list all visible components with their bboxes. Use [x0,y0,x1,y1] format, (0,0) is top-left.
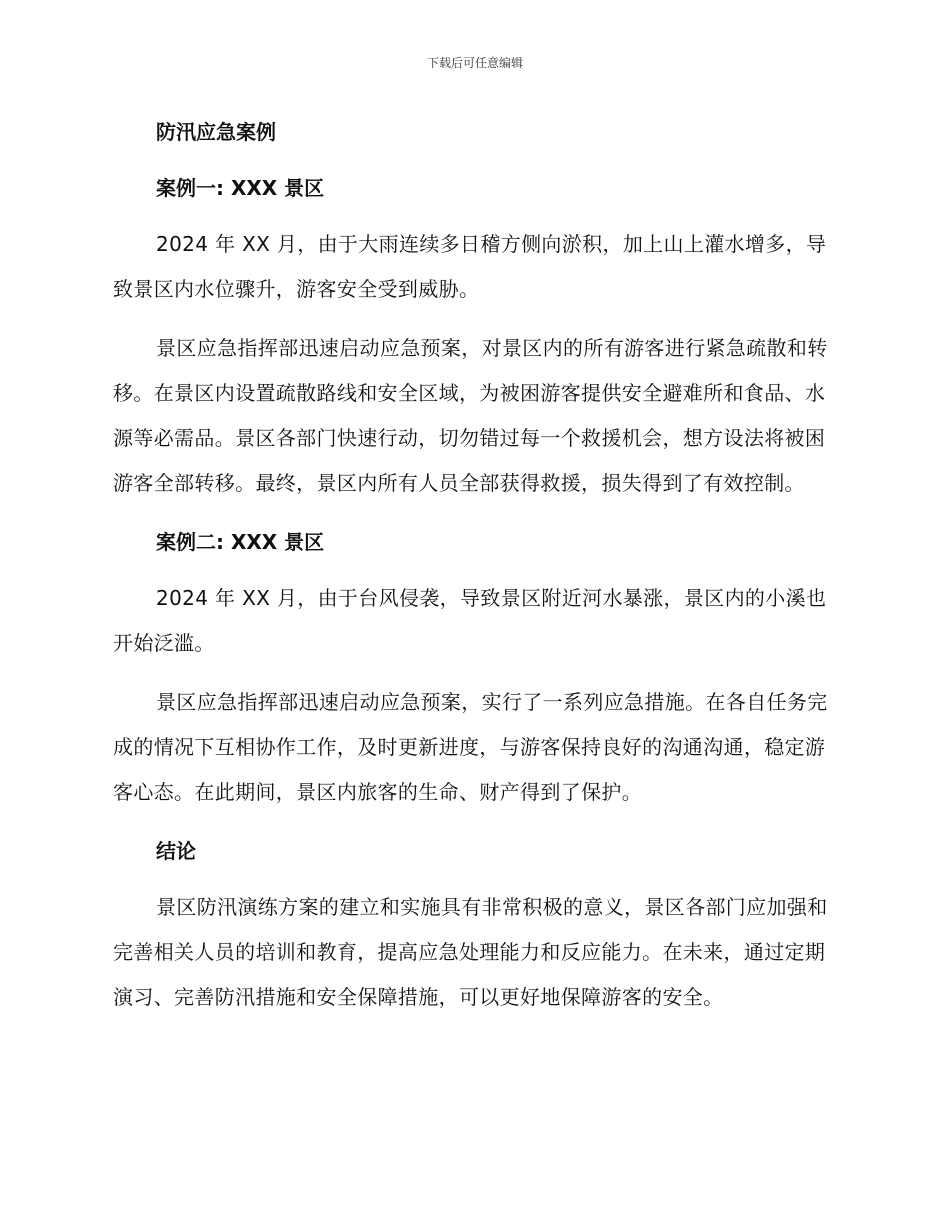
header-note: 下载后可任意编辑 [426,56,523,70]
spacer [113,312,833,326]
conclusion-heading: 结论 [156,839,196,863]
conclusion-paragraph: 景区防汛演练方案的建立和实施具有非常积极的意义，景区各部门应加强和完善相关人员的培训和教育，提高应急处理能力和反应能力。在未来，通过定期演习、完善防汛措施和安全保障措施，可以更好地保障游客的安全。 [113,895,828,1009]
document-title: 防汛应急案例 [156,120,276,144]
case1-paragraph-2: 景区应急指挥部迅速启动应急预案，对景区内的所有游客进行紧急疏散和转移。在景区内设置疏散路线和安全区域，为被困游客提供安全避难所和食品、水源等必需品。景区各部门快速行动，切勿错过每一个救援机会，想方设法将被困游客全部转移。最终，景区内所有人员全部获得救援，损失得到了有效控制。 [113,336,828,495]
spacer [113,873,833,885]
document-body [113,110,833,1020]
case1-heading: 案例一: XXX 景区 [156,176,325,200]
case2-heading: 案例二: XXX 景区 [156,530,325,554]
spacer [113,506,833,520]
case2-paragraph-2: 景区应急指挥部迅速启动应急预案，实行了一系列应急措施。在各自任务完成的情况下互相协作工作，及时更新进度，与游客保持良好的沟通沟通，稳定游客心态。在此期间，景区内旅客的生命、财产得到了保护。 [113,690,828,804]
case1-paragraph-1: 2024 年 XX 月，由于大雨连续多日稽方侧向淤积，加上山上灌水增多，导致景区内水位骤升，游客安全受到威胁。 [113,232,827,301]
spacer [113,564,833,576]
spacer [113,815,833,829]
spacer [113,154,833,166]
spacer [113,210,833,222]
spacer [113,666,833,680]
case2-paragraph-1: 2024 年 XX 月，由于台风侵袭，导致景区附近河水暴涨，景区内的小溪也开始泛滥。 [113,586,827,655]
